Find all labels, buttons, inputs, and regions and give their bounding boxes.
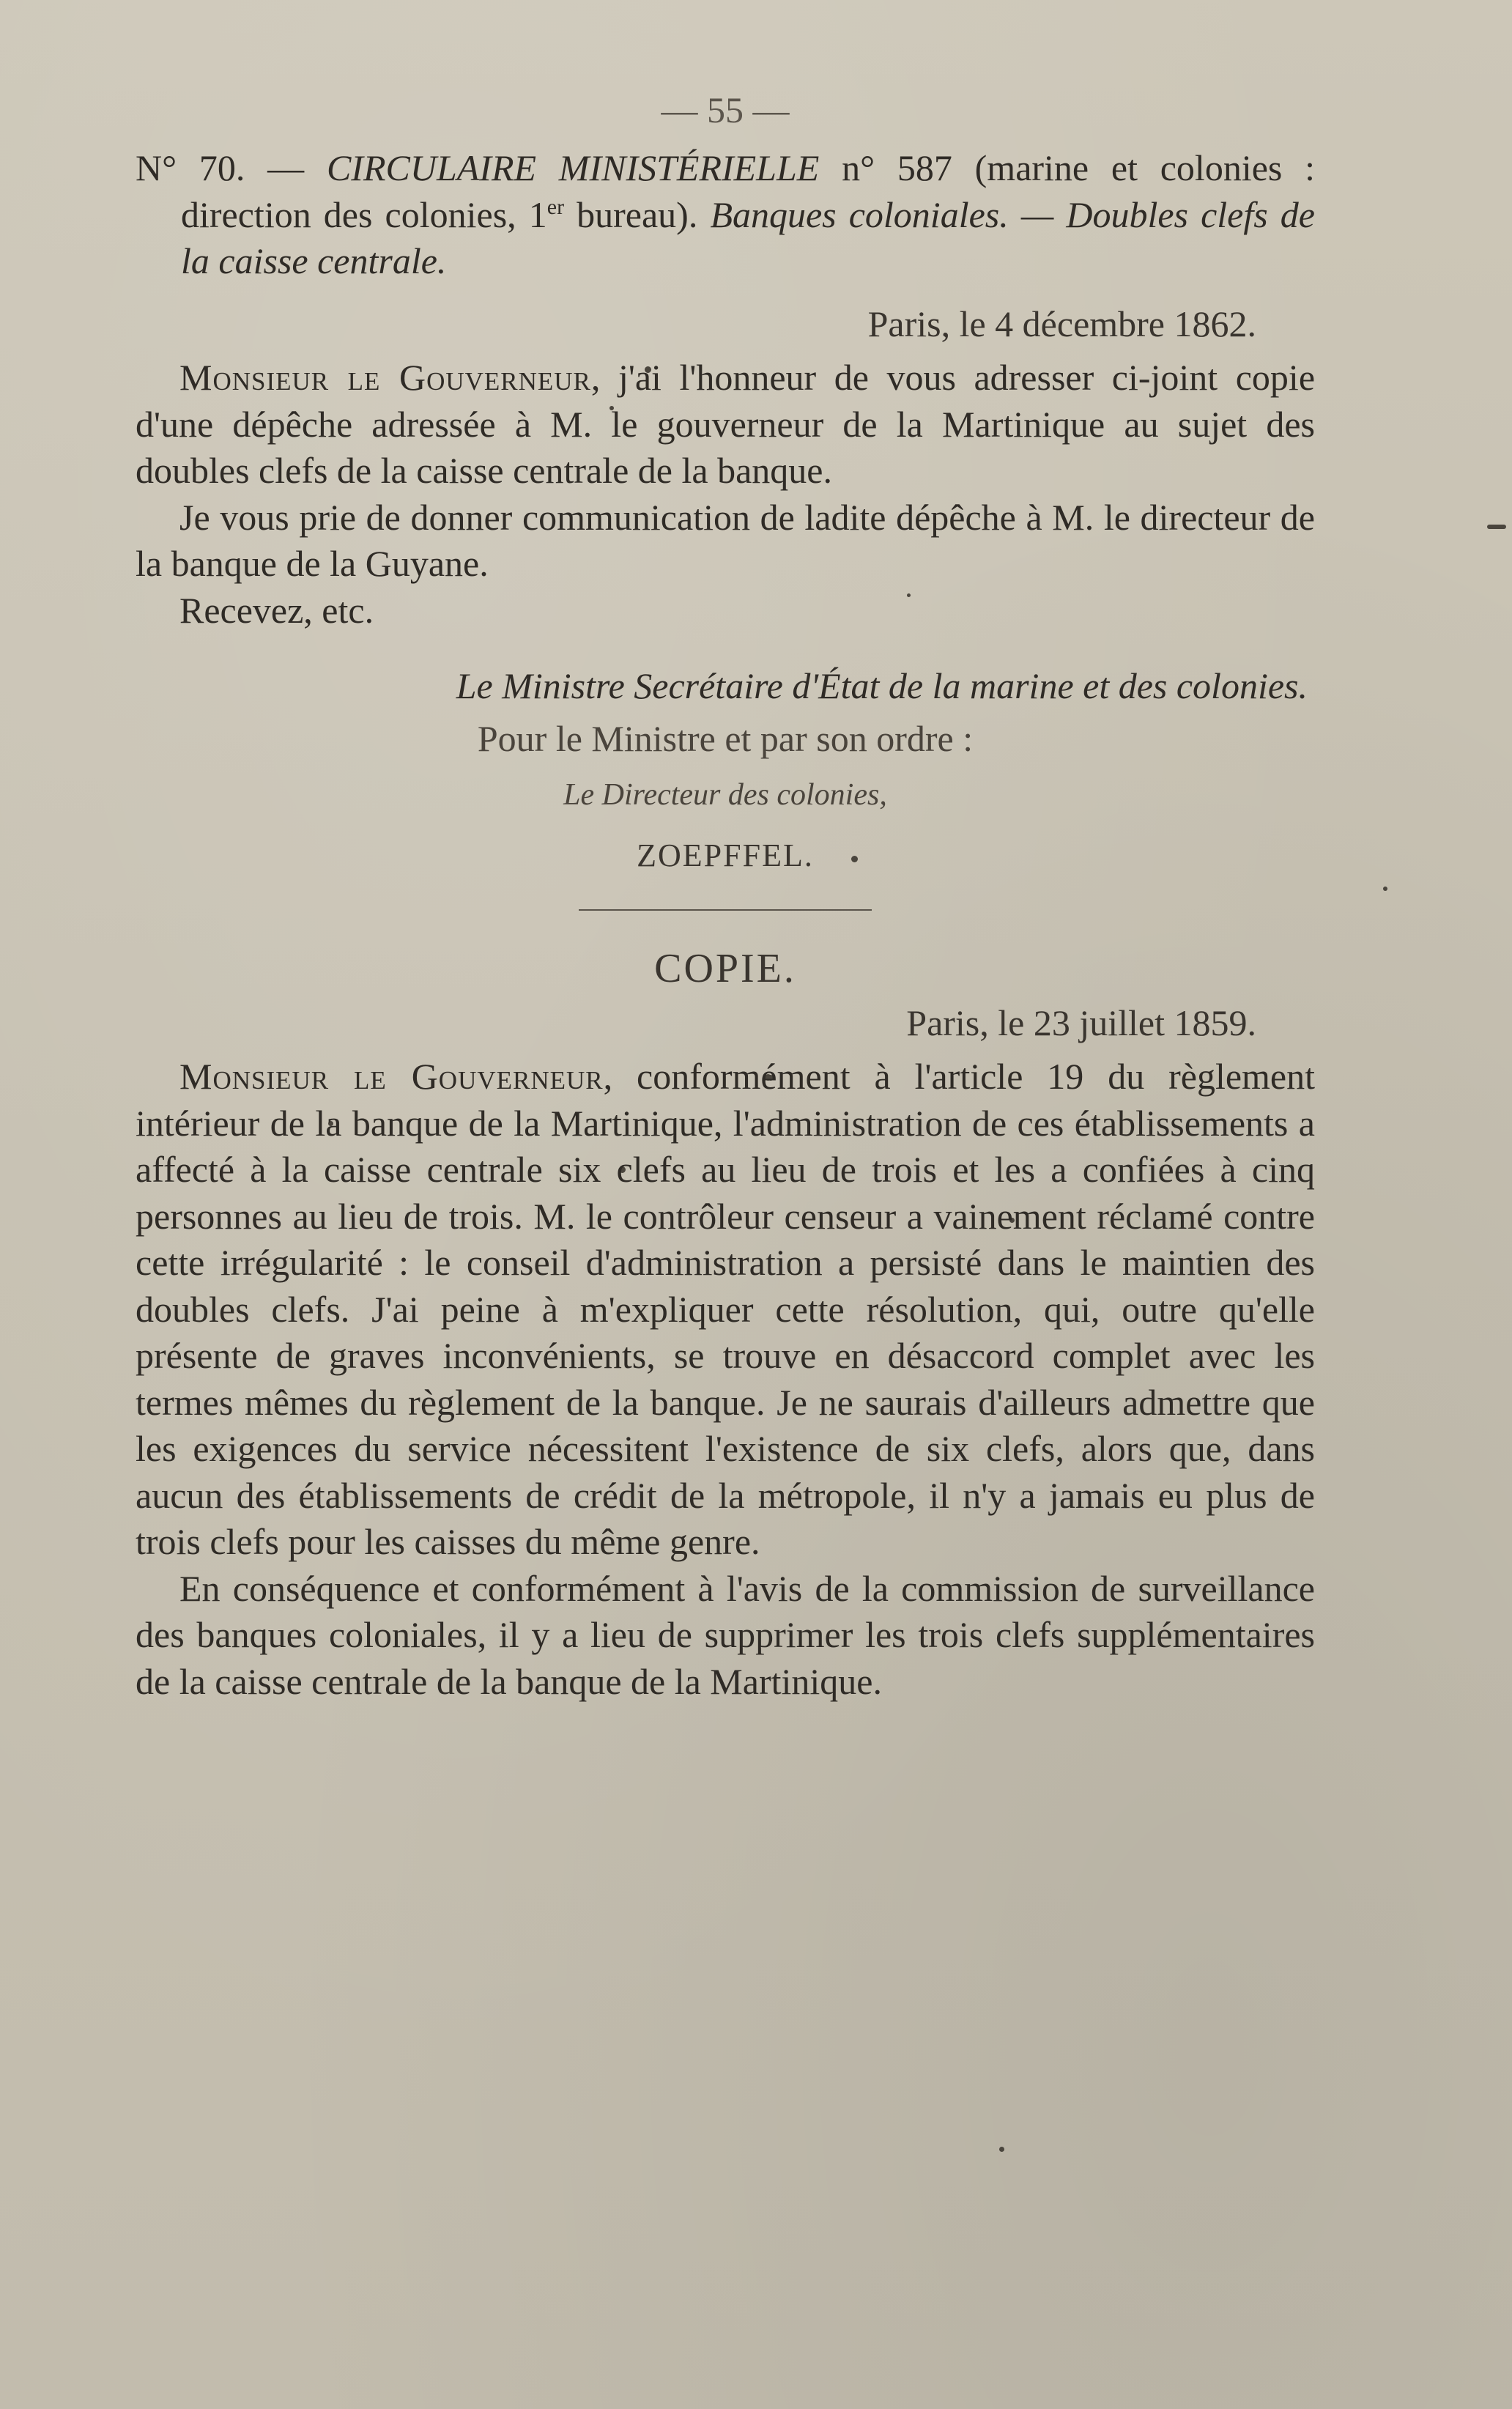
ink-speck [999, 2147, 1004, 2152]
letter-paragraph-1 [136, 355, 1315, 495]
circular-subtitle-post: bureau). [564, 193, 698, 235]
page-content [136, 88, 1315, 1705]
letter-paragraph-2: Je vous prie de donner communication de ladite dépêche à M. le directeur de la banque de la Guyane. [136, 496, 1315, 584]
page-number: — 55 — [661, 89, 790, 130]
signature-minister: Le Ministre Secrétaire d'État de la marine et des colonies. [456, 665, 1308, 706]
copy-title: COPIE. [654, 946, 796, 991]
section-divider [579, 909, 872, 911]
ink-speck [1487, 525, 1506, 529]
signature-order: Pour le Ministre et par son ordre : [477, 717, 974, 759]
copy-paragraph-1 [136, 1054, 1315, 1566]
circular-subtitle-sup: er [546, 194, 565, 219]
letter-paragraph-1-text: , j'ai l'honneur de vous adresser ci-joint copie d'une dépêche adressée à M. le gouverneur de la Martinique au sujet des doubles clefs de la caisse centrale de la banque. [136, 357, 1316, 491]
signature-name: ZOEPFFEL. [637, 837, 814, 873]
copy-paragraph-2: En conséquence et conformément à l'avis de la commission de surveillance des banques coloniales, il y a lieu de supprimer les trois clefs supplémentaires de la caisse centrale de la banque de la Martinique. [136, 1567, 1315, 1702]
circular-title: CIRCULAIRE MINISTÉRIELLE [326, 147, 820, 188]
copy-paragraph-1-text: , conformément à l'article 19 du règlement intérieur de la banque de la Martinique, l'administration de ces établissements a affecté à la caisse centrale six clefs au lieu de trois et les a confiées à cinq personnes au lieu de trois. M. le contrôleur censeur a vainement réclamé contre cette irrégularité : le conseil d'administration a persisté dans le maintien des doubles clefs. J'ai peine à m'expliquer cette résolution, qui, outre qu'elle présente de graves inconvénients, se trouve en désaccord complet avec les termes mêmes du règlement de la banque. Je ne saurais d'ailleurs admettre que les exigences du service nécessitent l'existence de six clefs, alors que, dans aucun des établissements de crédit de la métropole, il n'y a jamais eu plus de trois clefs pour les caisses du même genre. [136, 1056, 1316, 1562]
letter-closing: Recevez, etc. [179, 589, 374, 631]
ink-speck [1383, 887, 1387, 891]
circular-heading [136, 145, 1315, 285]
circular-dash: — [267, 147, 305, 188]
letter-date: Paris, le 4 décembre 1862. [867, 303, 1256, 344]
circular-number: N° 70. [136, 147, 245, 188]
circular-subject: Banques coloniales. — Doubles clefs de la caisse centrale. [181, 193, 1316, 281]
copy-date: Paris, le 23 juillet 1859. [906, 1002, 1256, 1043]
copy-salutation: Monsieur le Gouverneur [179, 1056, 604, 1097]
letter-salutation: Monsieur le Gouverneur [179, 357, 591, 398]
circular-subtitle-pre: n° 587 (marine et colonies : direction des colonies, 1 [181, 147, 1316, 235]
signature-director: Le Directeur des colonies, [563, 778, 887, 812]
